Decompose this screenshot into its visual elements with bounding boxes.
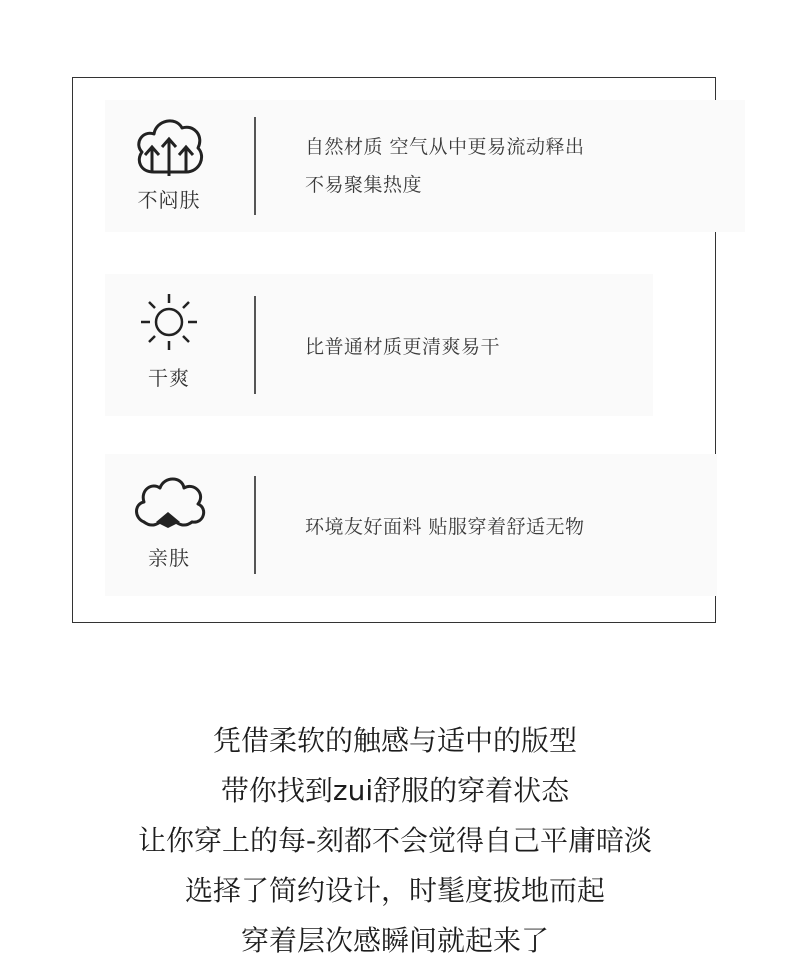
feature-row-breathable: [73, 112, 717, 222]
feature-row-dry: [73, 290, 717, 400]
feature-description: [305, 128, 585, 204]
product-description: [0, 716, 790, 966]
divider: [254, 296, 256, 394]
feature-label: 亲肤: [148, 546, 190, 570]
description-line: 选择了简约设计，时髦度拔地而起: [184, 874, 605, 907]
feature-description-line: 比普通材质更清爽易干: [305, 336, 501, 358]
description-line: 带你找到zui舒服的穿着状态: [220, 774, 570, 807]
feature-label: 不闷肤: [137, 188, 201, 212]
divider: [254, 117, 256, 215]
cloud-arrows-icon: [130, 112, 208, 178]
description-line: 凭借柔软的触感与适中的版型: [212, 724, 577, 757]
description-line: 穿着层次感瞬间就起来了: [240, 924, 549, 957]
feature-row-skin-friendly: [73, 470, 717, 580]
sun-icon: [134, 290, 204, 356]
feature-description-line: 环境友好面料 贴服穿着舒适无物: [305, 516, 585, 538]
feature-description-line: 自然材质 空气从中更易流动释出: [305, 136, 585, 158]
description-line: 让你穿上的每-刻都不会觉得自己平庸暗淡: [137, 824, 653, 857]
feature-description: [305, 328, 500, 366]
feature-description-line: 不易聚集热度: [305, 174, 423, 196]
feature-icon-group: [121, 470, 217, 571]
feature-box: [72, 77, 716, 623]
feature-description: [305, 508, 585, 546]
divider: [254, 476, 256, 574]
feature-icon-group: [121, 112, 217, 213]
feature-icon-group: [121, 290, 217, 391]
cotton-icon: [130, 470, 208, 536]
feature-label: 干爽: [148, 366, 190, 390]
